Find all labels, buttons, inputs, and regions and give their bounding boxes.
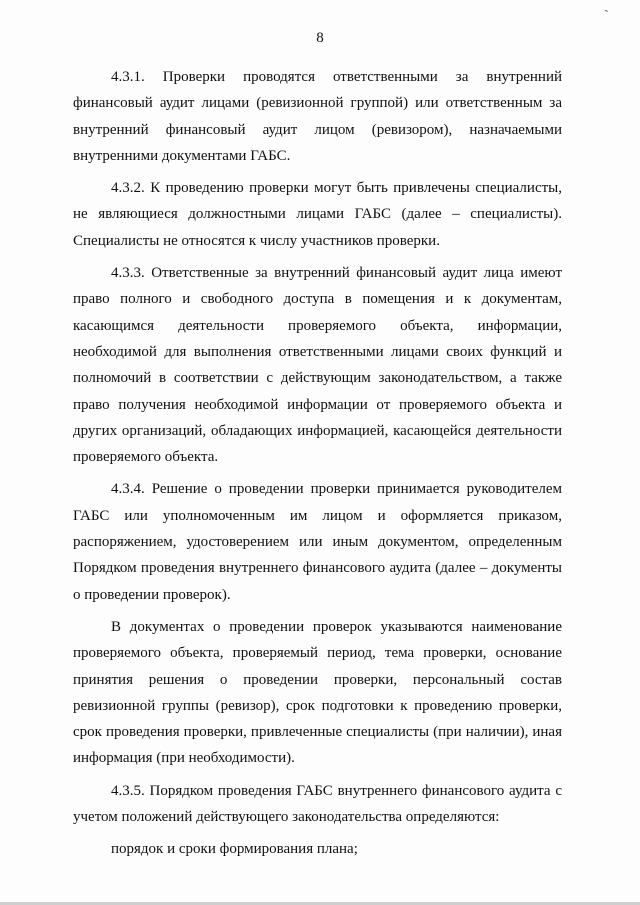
paragraph-4-3-3: 4.3.3. Ответственные за внутренний финансовый аудит лица имеют право полного и свободного доступа в помещения и к документам, касающимся деятельности проверяемого объекта, информации, необходимой для выполнения ответственными лицами своих функций и полномочий в соответствии с действующим законодательством, а также право получения необходимой информации от проверяемого объекта и других организаций, обладающих информацией, касающейся деятельности проверяемого объекта. bbox=[73, 265, 562, 466]
paragraph-4-3-1: 4.3.1. Проверки проводятся ответственными за внутренний финансовый аудит лицами (ревизионной группой) или ответственным за внутренний финансовый аудит лицом (ревизором), назначаемыми внутренними документами ГАБС. bbox=[73, 69, 562, 164]
paragraph-4-3-5: 4.3.5. Порядком проведения ГАБС внутреннего финансового аудита с учетом положений действующего законодательства определяются: bbox=[73, 782, 562, 826]
document-body bbox=[73, 64, 562, 869]
paragraph-4-3-4: 4.3.4. Решение о проведении проверки принимается руководителем ГАБС или уполномоченным им лицом и оформляется приказом, распоряжением, удостоверением или иным документом, определенным Порядком проведения внутреннего финансового аудита (далее – документы о проведении проверок). bbox=[73, 481, 562, 603]
page-number: 8 bbox=[316, 30, 324, 46]
paragraph-plan-formation: порядок и сроки формирования плана; bbox=[111, 841, 358, 858]
paragraph-documents-content: В документах о проведении проверок указываются наименование проверяемого объекта, проверяемый период, тема проверки, основание принятия решения о проведении проверки, персональный состав ревизионной группы (ревизор), срок подготовки к проведению проверки, срок проведения проверки, привлеченные специалисты (при наличии), иная информация (при необходимости). bbox=[73, 618, 562, 767]
scan-mark: ˋ bbox=[603, 7, 616, 24]
paragraph-4-3-2: 4.3.2. К проведению проверки могут быть привлечены специалисты, не являющиеся должностными лицами ГАБС (далее – специалисты). Специалисты не относятся к числу участников проверки. bbox=[73, 180, 562, 249]
